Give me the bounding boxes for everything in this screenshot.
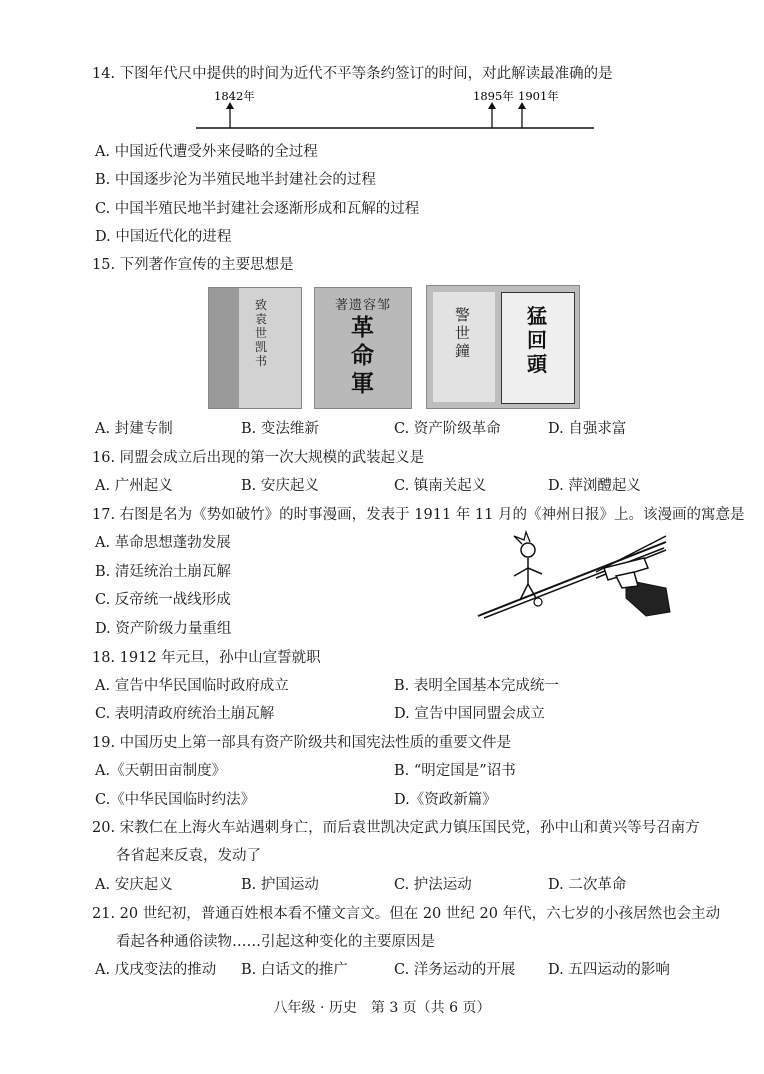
q16-option-c: C. 镇南关起义 xyxy=(394,478,487,494)
q19-option-d: D.《资政新篇》 xyxy=(394,792,497,808)
q17-option-a: A. 革命思想蓬勃发展 xyxy=(95,535,231,551)
cartoon-bamboo-split xyxy=(476,528,672,620)
book-cover-photo-3 xyxy=(426,285,580,409)
q20-option-c: C. 护法运动 xyxy=(394,877,472,893)
q19-option-c: C.《中华民国临时约法》 xyxy=(95,792,256,808)
q15-option-b: B. 变法维新 xyxy=(241,421,319,437)
q18-option-b: B. 表明全国基本完成统一 xyxy=(394,678,559,694)
q18-option-c: C. 表明清政府统治土崩瓦解 xyxy=(95,706,275,722)
q20-option-a: A. 安庆起义 xyxy=(95,877,173,893)
book1-vertical-title: 致袁世凯书 xyxy=(255,298,268,368)
q20-option-b: B. 护国运动 xyxy=(241,877,319,893)
q15-option-a: A. 封建专制 xyxy=(95,421,173,437)
q20-stem-line1: 20. 宋教仁在上海火车站遇刺身亡，而后袁世凯决定武力镇压国民党，孙中山和黄兴等号召南方 xyxy=(92,820,700,836)
q21-stem-line1: 21. 20 世纪初，普通百姓根本看不懂文言文。但在 20 世纪 20 年代，六七岁的小孩居然也会主动 xyxy=(92,906,721,922)
book4-title: 猛回頭 xyxy=(527,304,547,376)
q18-option-a: A. 宣告中华民国临时政府成立 xyxy=(95,678,289,694)
q21-option-d: D. 五四运动的影响 xyxy=(548,962,670,978)
q14-option-a: A. 中国近代遭受外来侵略的全过程 xyxy=(95,144,318,160)
q18-option-d: D. 宣告中国同盟会成立 xyxy=(394,706,545,722)
q16-option-d: D. 萍浏醴起义 xyxy=(548,478,641,494)
book2-author: 著遗容邹 xyxy=(334,298,391,313)
q14-option-c: C. 中国半殖民地半封建社会逐渐形成和瓦解的过程 xyxy=(95,201,420,217)
book-cover-photo-1 xyxy=(208,287,302,409)
q21-option-c: C. 洋务运动的开展 xyxy=(394,962,516,978)
q15-stem: 15. 下列著作宣传的主要思想是 xyxy=(92,257,294,273)
q19-option-a: A.《天朝田亩制度》 xyxy=(95,763,227,779)
q17-option-b: B. 清廷统治土崩瓦解 xyxy=(95,564,231,580)
book3-title: 警世鐘 xyxy=(455,306,471,360)
q14-option-b: B. 中国逐步沦为半殖民地半封建社会的过程 xyxy=(95,172,376,188)
q15-option-c: C. 资产阶级革命 xyxy=(394,421,501,437)
q14-stem: 14. 下图年代尺中提供的时间为近代不平等条约签订的时间，对此解读最准确的是 xyxy=(92,66,613,82)
timeline-label-1895: 1895年 xyxy=(473,90,514,103)
q15-option-d: D. 自强求富 xyxy=(548,421,627,437)
q17-stem: 17. 右图是名为《势如破竹》的时事漫画，发表于 1911 年 11 月的《神州日报》上。该漫画的寓意是 xyxy=(92,507,745,523)
q20-option-d: D. 二次革命 xyxy=(548,877,627,893)
q19-stem: 19. 中国历史上第一部具有资产阶级共和国宪法性质的重要文件是 xyxy=(92,735,512,751)
q17-option-c: C. 反帝统一战线形成 xyxy=(95,592,231,608)
q21-stem-line2: 看起各种通俗读物……引起这种变化的主要原因是 xyxy=(116,934,435,950)
book-cover-photo-2 xyxy=(314,287,412,409)
q14-option-d: D. 中国近代化的进程 xyxy=(95,229,232,245)
q19-option-b: B. “明定国是”诏书 xyxy=(394,763,516,779)
q14-timeline xyxy=(190,90,600,132)
timeline-label-1842: 1842年 xyxy=(214,90,255,103)
q18-stem: 18. 1912 年元旦，孙中山宣誓就职 xyxy=(92,650,321,666)
timeline-label-1901: 1901年 xyxy=(518,90,559,103)
q16-option-b: B. 安庆起义 xyxy=(241,478,319,494)
q21-option-a: A. 戊戌变法的推动 xyxy=(95,962,217,978)
q21-option-b: B. 白话文的推广 xyxy=(241,962,348,978)
page-footer: 八年级 · 历史 第 3 页（共 6 页） xyxy=(273,1000,491,1016)
q20-stem-line2: 各省起来反袁，发动了 xyxy=(116,848,261,864)
q16-stem: 16. 同盟会成立后出现的第一次大规模的武装起义是 xyxy=(92,450,425,466)
book2-title: 革命軍 xyxy=(351,314,374,397)
q16-option-a: A. 广州起义 xyxy=(95,478,173,494)
q17-option-d: D. 资产阶级力量重组 xyxy=(95,621,232,637)
